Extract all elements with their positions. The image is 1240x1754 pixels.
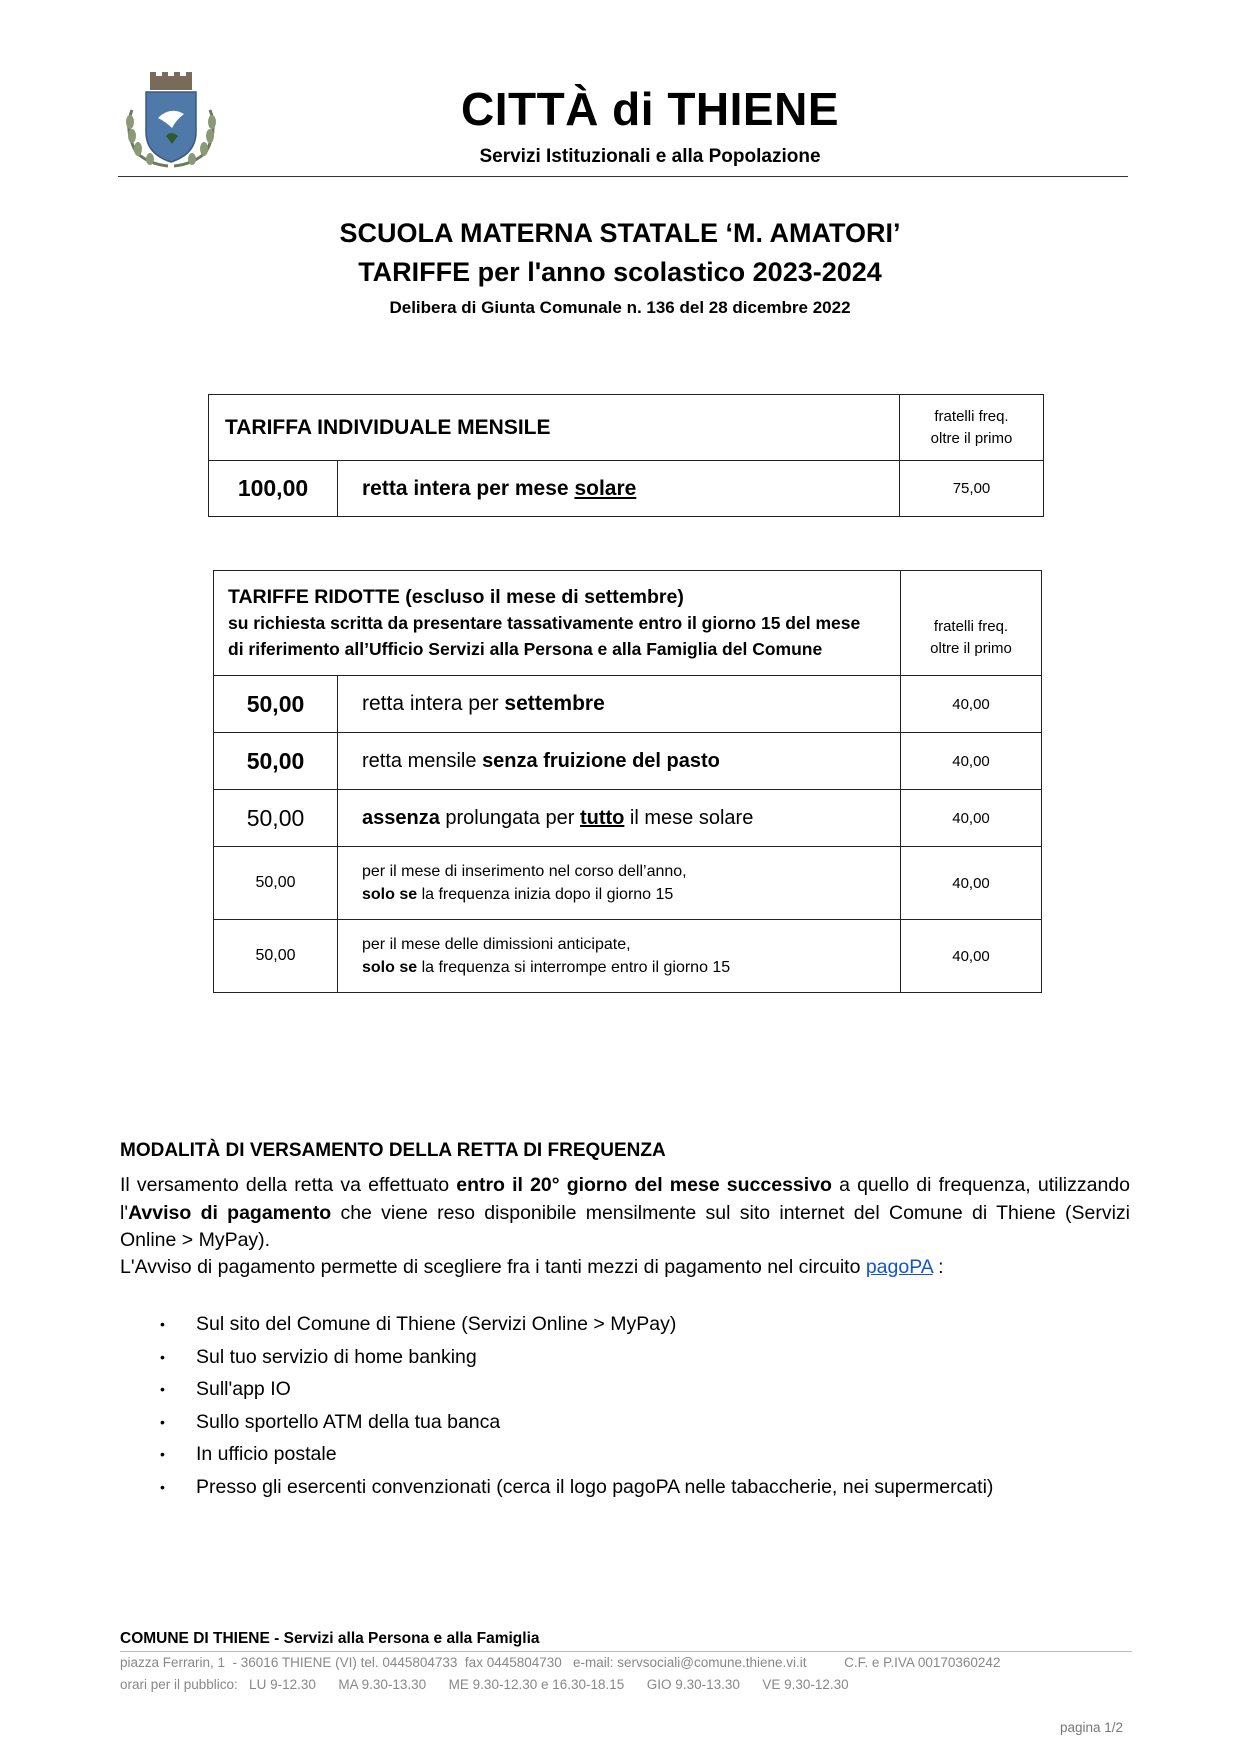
footer-divider [120,1651,1132,1652]
footer-title: COMUNE DI THIENE - Servizi alla Persona e alla Famiglia [120,1630,540,1647]
list-item: • Sul sito del Comune di Thiene (Servizi Online > MyPay) [160,1308,993,1341]
list-item: • Sullo sportello ATM della tua banca [160,1406,993,1439]
payment-section-title: MODALITÀ DI VERSAMENTO DELLA RETTA DI FREQUENZA [120,1140,666,1161]
siblings-column-header: fratelli freq. oltre il primo [901,571,1042,676]
fee-description: retta intera per settembre [338,676,901,733]
siblings-column-header: fratelli freq. oltre il primo [900,395,1044,461]
city-subtitle: Servizi Istituzionali e alla Popolazione [479,146,821,167]
table-header-row [214,571,1042,676]
siblings-fee: 40,00 [901,790,1042,847]
fee-description: retta intera per mese solare [338,461,900,517]
fee-amount: 50,00 [214,847,338,920]
monthly-fee-table [208,394,1044,517]
table-header-label: TARIFFA INDIVIDUALE MENSILE [209,395,900,461]
payment-paragraph: Il versamento della retta va effettuato entro il 20° giorno del mese successivo a quello di frequenza, utilizzando l'Avviso di pagamento che viene reso disponibile mensilmente sul sito internet del Comune di Thiene (Servizi Online > MyPay). [120,1174,1130,1251]
fee-description: per il mese delle dimissioni anticipate, solo se la frequenza si interrompe entro il giorno 15 [338,920,901,993]
siblings-fee: 75,00 [900,461,1044,517]
fee-description: assenza prolungata per tutto il mese solare [338,790,901,847]
table-row [214,920,1042,993]
fee-amount: 100,00 [209,461,338,517]
payment-methods-intro: L'Avviso di pagamento permette di scegliere fra i tanti mezzi di pagamento nel circuito pagoPA : [120,1256,944,1278]
siblings-fee: 40,00 [901,733,1042,790]
fee-amount: 50,00 [214,676,338,733]
list-item: • In ufficio postale [160,1438,993,1471]
page-number: pagina 1/2 [1060,1720,1124,1735]
fee-amount: 50,00 [214,920,338,993]
table-row [214,790,1042,847]
footer-contact: piazza Ferrarin, 1 - 36016 THIENE (VI) tel. 0445804733 fax 0445804730 e-mail: servsociali@comune.thiene.vi.it C.F. e P.IVA 00170360242 [120,1655,1001,1670]
city-title: CITTÀ di THIENE [460,83,840,135]
reduced-fee-header: TARIFFE RIDOTTE (escluso il mese di settembre) su richiesta scritta da presentare tassativamente entro il giorno 15 del mese di riferimento all’Ufficio Servizi alla Persona e alla Famiglia del Comune [214,571,901,676]
city-crest-logo [118,70,224,170]
school-title: SCUOLA MATERNA STATALE ‘M. AMATORI’ [339,218,901,248]
siblings-fee: 40,00 [901,920,1042,993]
fee-amount: 50,00 [214,790,338,847]
list-item: • Sul tuo servizio di home banking [160,1341,993,1374]
payment-methods-list [160,1308,993,1503]
pagopa-link[interactable]: pagoPA [865,1256,933,1278]
fee-description: retta mensile senza fruizione del pasto [338,733,901,790]
fee-description: per il mese di inserimento nel corso dell’anno, solo se la frequenza inizia dopo il giorno 15 [338,847,901,920]
reduced-fee-table [213,570,1042,993]
header-divider [118,176,1128,177]
list-item: • Presso gli esercenti convenzionati (cerca il logo pagoPA nelle tabaccherie, nei supermercati) [160,1471,993,1504]
table-row [214,676,1042,733]
fee-amount: 50,00 [214,733,338,790]
list-item: • Sull'app IO [160,1373,993,1406]
tariff-title: TARIFFE per l'anno scolastico 2023-2024 [358,257,882,287]
table-row [214,847,1042,920]
footer-hours: orari per il pubblico: LU 9-12.30 MA 9.30-13.30 ME 9.30-12.30 e 16.30-18.15 GIO 9.30-13.30 VE 9.30-12.30 [120,1677,849,1692]
siblings-fee: 40,00 [901,676,1042,733]
table-header-row [209,395,1044,461]
resolution-reference: Delibera di Giunta Comunale n. 136 del 28 dicembre 2022 [389,298,851,317]
table-row [214,733,1042,790]
table-row [209,461,1044,517]
siblings-fee: 40,00 [901,847,1042,920]
